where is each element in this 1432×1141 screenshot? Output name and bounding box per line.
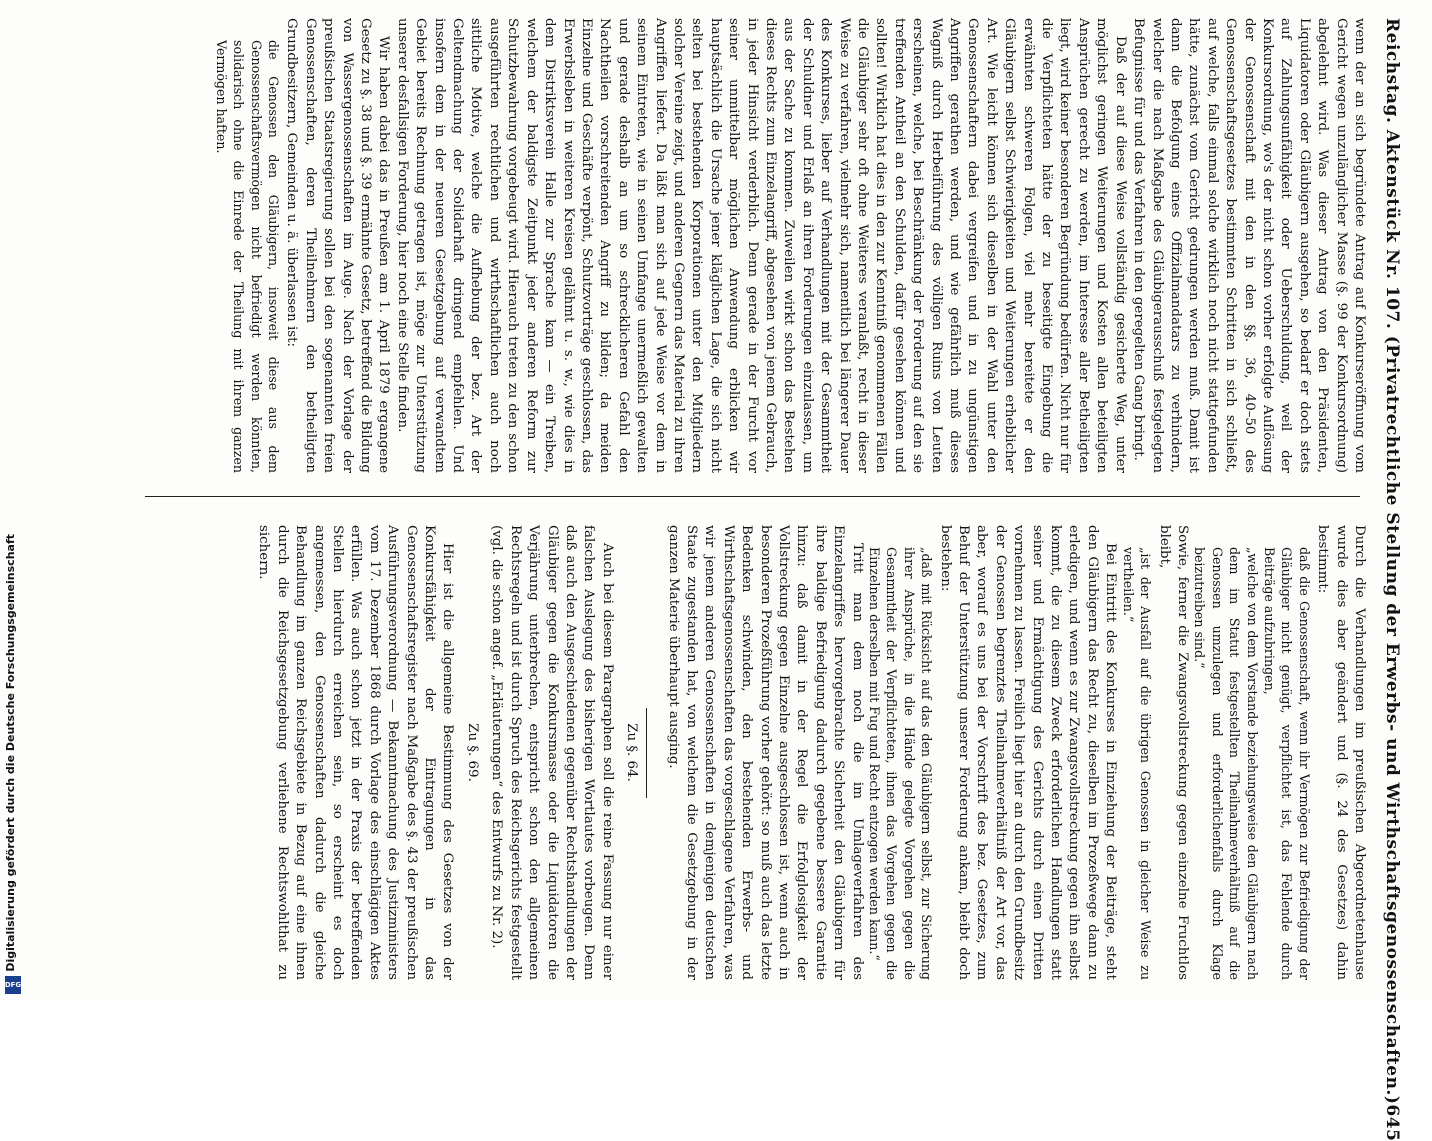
quote: „ist der Ausfall auf die übrigen Genossen in gleicher Weise zu vertheilen.“ (1120, 547, 1154, 980)
page-number: 645 (1382, 1104, 1402, 1141)
paragraph: Bei Eintritt des Konkurses in Einziehung der Beiträge, steht den Gläubigern das Recht zu, dieselben im Prozeßwege dann zu erledigen, und wenn es zur Zwangsvollstreckung gegen ihn selbst kommt, die zu diesem Zweck erforderlichen Handlungen statt seiner und Ermächtigung des Gerichts durch einen Dritten vornehmen zu lassen. Freilich liegt hier an durch den Grundbesitz der Genossen begrenztes Theilnahmeverhältniß der Art vor, das aber, worauf es uns bei der Vorschrift des bez. Gesetzes, zum Behuf der Unterstützung unserer Forderung ankam, bleibt doch bestehen: (937, 525, 1119, 980)
quote: daß die Genossenschaft, wenn ihr Vermögen zur Befriedigung der Gläubiger nicht genügt, verpflichtet ist, das Fehlende durch Beiträge aufzubringen, (1261, 547, 1312, 980)
paragraph: Daß der auf diese Weise vollständig gesicherte Weg, unter möglichst geringen Weiterungen und Kosten allen beteiligten Ansprüchen gerecht zu werden, im Interesse aller Betheiligten liegt, wird keiner besonderen Begründung bedürfen. Nicht nur für die Verpflichteten hätte der zu beseitigte Eingebung die erwähnten schweren Folgen, viel mehr bereitete er den Gläubigern selbst Schwierigkeiten und Weiterungen erheblicher Art. Wie leicht können sich dieselben in der Wahl unter den Genossenschaftern dabei vergreifen und in zu ungünstigen Angriffen gerathen werden, und wie gefährlich muß dieses Wagniß durch Herbeiführung des völligen Ruins von Leuten erscheinen, welche, bei Beschränkung der Forderung auf den sie treffenden Antheil an den Schulden, dafür gesehen können und sollten! Wirklich hat dies in den zur Kenntniß genommenen Fällen die Gläubiger sehr oft ohne Weiteres veranlaßt, recht in dieser Weise zu verfahren, vielmehr sich, namentlich bei längerer Dauer des Konkurses, lieber auf Verhandlungen mit der Gesammtheit der Schuldner und Erlaß an ihren Forderungen einzulassen, um aus der Sache zu kommen. Zuweilen wirkt schon das Bestehen dieses Rechts zum Einzelangriff, abgesehen von jenem Gebrauch, in jeder Hinsicht verderblich. Denn gerade in der Furcht vor seiner unmittelbar möglichen Anwendung erblicken wir hauptsächlich die Ursache jener kläglichen Lage, die sich nicht selten bei bestehenden Korporationen unter den Mitgliedern solcher Vereine zeigt, und anderen Gegnern das Material zu ihren Angriffen liefert. Da läßt man sich auf jede Weise vor dem in seinem Eintreten, wie in seinen Umfange unermeßlich gewalten und gerade deshalb an um so schrecklicheren Gefahl den Nachtheilen vorschreitenden Angriff zu bilden; da meiden Einzelne und Geschäfte verpönt, Schutzvorträge geschlossen, das Erwerbsleben in weiteren Kreisen gelähmt u. s. w., wie dies in dem Distriktsverein Halle zur Sprache kam — ein Treiben, welchem der baldigste Zeitpunkt jeder anderen Reform zur Schutzbewahrung vorgebeugt wird. Hierauch treten zu den schon ausgeführten rechtlichen und wirthschaftlichen auch noch sittliche Motive, welche die Aufhebung der bez. Art der Geltendmachung der Solidarhaft dringend empfehlen. Und insofern dem in der neueren Gesetzgebung auf verwandtem Gebiet bereits Rechnung getragen ist, möge zur Unterstützung unserer desfallsigen Forderung, hier noch eine Stelle finden. (394, 18, 1128, 473)
section-heading: Zu §. 69. (464, 723, 480, 782)
column-divider (145, 496, 1360, 497)
quote: die Genossen den Gläubigern, insoweit diese aus dem Genossenschaftsvermögen nicht befriedigt werden könnten, solidarisch ohne die Einrede der Theilung mit ihrem ganzen Vermögen haften. (213, 40, 282, 473)
paragraph: Sowie, ferner die Zwangsvollstreckung gegen einzelne Fruchtlos bleibt, (1156, 525, 1190, 980)
digitization-credit: Digitalisierung gefördert durch die Deutsche Forschungsgemeinschaft (4, 534, 17, 972)
paragraph: Durch die Verhandlungen im preußischen Abgeordnetenhause wurde dies aber geändert und (§. 24 des Gesetzes) dahin bestimmt: (1315, 525, 1367, 980)
left-column (212, 18, 1368, 473)
right-column (254, 525, 1368, 980)
paragraph: Wir haben dabei das in Preußen am 1. April 1879 ergangene Gesetz zu §. 38 und §. 39 ermähnte Gesetz, betreffend die Bildung von Wassergenossenschaften im Auge. Nach der Vorlage der preußischen Staatsregierung sollen bei den sogenannten freien Genossenschaften, deren Theilnehmern den betheiligten Grundbesitzern, Gemeinden u. ä. überlassen ist: (284, 18, 392, 473)
quote: „daß mit Rücksicht auf das den Gläubigern selbst, zur Sicherung ihrer Ansprüche, in die Hände gelegte Vorgehen gegen die Gesammtheit der Verpflichteten, ihnen das Vorgehen gegen die Einzelnen derselben mit Fug und Recht entzogen werden kann.“ (867, 547, 935, 980)
quote: „welche von dem Vorstande beziehungsweise den Gläubigern nach dem im Statut festgestellten Theilnahmeverhältniß auf die Genossen umzulegen und erforderlichenfalls durch Klage beizutreiben sind.“ (1192, 547, 1260, 980)
paragraph: wenn der an sich begründete Antrag auf Konkurseröffnung vom Gericht wegen unzulänglicher Masse (§. 99 der Konkursordnung) abgelehnt wird. Was dieser Antrag von den Präsidenten, Liquidatoren oder Gläubigern ausgehen, so bedarf er doch stets auf Zahlungsunfähigkeit oder Ueberschuldung, weil der Konkursordnung, wo's der nicht schon vorher erfolgte Auflösung der Genossenschaft mit den in den §§. 36, 40–50 des Genossenschaftsgesetzes bestimmten Schritten in sich schließt, auf welche, falls einmal solche wirklich noch nicht stattgefunden hätte, zunächst vom Gericht gedrungen werden muß. Damit ist dann die Befolgung eines Offizialmandatars zu verhindern, welcher die nach Maßgabe des Gläubigerausschuß festgelegten Befugnisse für und das Verfahren in den geregelten Gang bringt. (1131, 18, 1367, 473)
paragraph: Hier ist die allgemeine Bestimmung des Gesetzes von der Konkursfähigkeit der Eintragungen in das Genossenschaftsregister nach Maßgabe des §. 43 der preußischen Ausführungsverordnung — Bekanntmachung des Justizministers vom 17. Dezember 1868 durch Vorlage des einschlägigen Aktes erfüllen. Was auch schon jetzt in der Praxis der betreffenden Stellen hierdurch erreichen sein, so erscheint es doch angemessen, den Genossenschaften dadurch die gleiche Behandlung im ganzen Reichsgebiete in Bezug auf eine ihnen durch die Reichsgesetzgebung verliehene Rechtswohlthat zu sichern. (256, 525, 456, 980)
dfg-logo: DFG (5, 976, 21, 994)
page-header (1374, 18, 1410, 1141)
paragraph: Auch bei diesem Paragraphen soll die reine Fassung nur einer falschen Auslegung des bisherigen Wortlautes vorbeugen. Denn daß auch den Ausgeschiedenen gegenüber Rechtshandlungen der Gläubiger gegen die Konkursmasse oder die Liquidatoren die Verjährung unterbrechen, entspricht schon den allgemeinen Rechtsregeln und ist durch Spruch des Reichsgerichts festgestellt (vgl. die schon angef. „Erläuterungen“ des Entwurfs zu Nr. 2). (489, 525, 615, 980)
paragraph: Tritt man dem noch die im Umlageverfahren des Einzelangriffes hervorgebrachte Sicherheit den Gläubigern für ihre baldige Befriedigung dadurch gegebene bessere Garantie hinzu: daß damit in der Regel die Erfolglosigkeit der Vollstreckung gegen Einzelne ausgeschlossen ist, wenn auch in besonderen Prozeßführung vorher gehört: so muß auch das letzte Bedenken schwinden, den bestehenden Erwerbs- und Wirthschaftsgenossenschaften das vorgeschlagene Verfahren, was wir jenem anderen Genossenschaften in demjenigen deutschen Staate zugestanden hat, von welchem die Gesetzgebung in der ganzen Materie überhaupt ausging. (665, 525, 865, 980)
page-title: Reichstag. Aktenstück Nr. 107. (Privatrechtliche Stellung der Erwerbs- und Wirthschaftsgenossenschaften.) (1382, 18, 1402, 1105)
section-heading: Zu §. 64. (624, 723, 640, 782)
section-rule (646, 708, 647, 798)
